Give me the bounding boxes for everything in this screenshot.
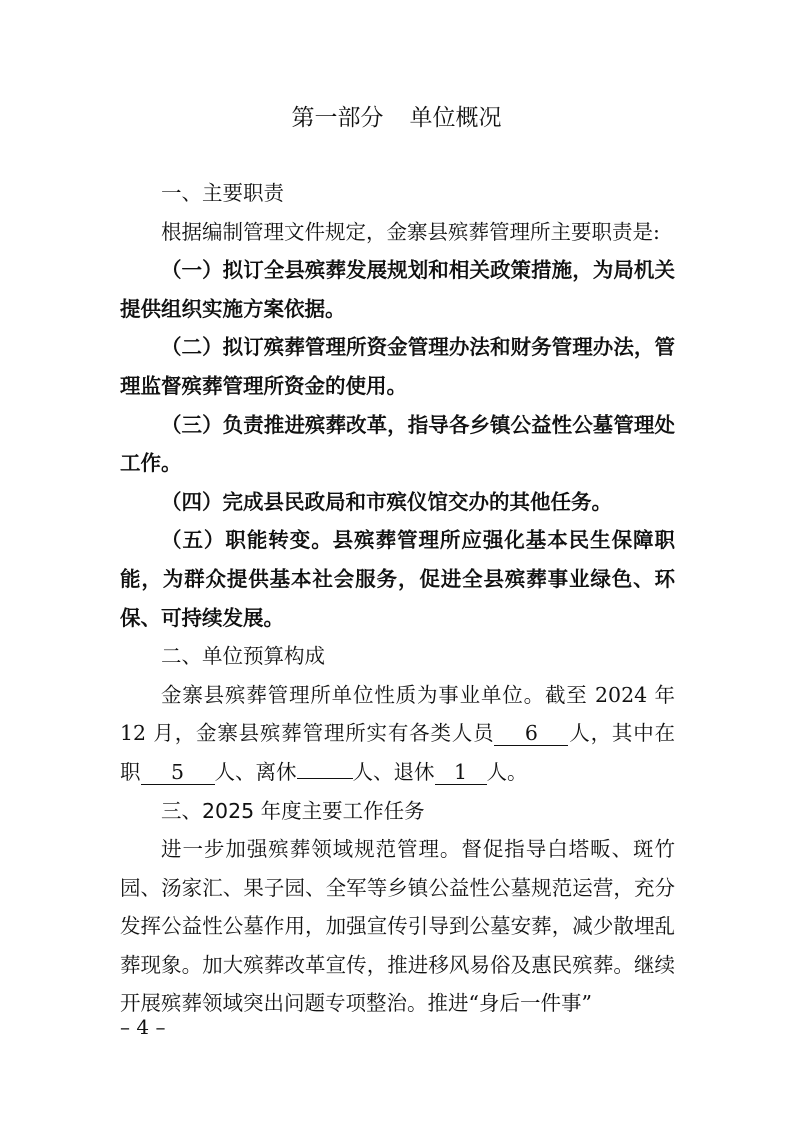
budget-paragraph xyxy=(120,676,675,792)
budget-text-e: 人。 xyxy=(486,759,528,784)
staff-active-value: 5 xyxy=(141,760,215,785)
budget-text-c: 人、离休 xyxy=(214,759,297,784)
staff-retired-early-value xyxy=(297,778,353,779)
section-heading-tasks: 三、2025 年度主要工作任务 xyxy=(161,798,425,823)
duty-item-4: （四）完成县民政局和市殡仪馆交办的其他任务。 xyxy=(161,489,612,514)
duties-intro: 根据编制管理文件规定，金寨县殡葬管理所主要职责是: xyxy=(161,219,660,244)
budget-text-a: 金寨县殡葬管理所单位性质为事业单位。截至 2024 年 12 月，金寨县殡葬管理所实有各类人员 xyxy=(120,682,675,746)
page-title xyxy=(0,98,793,138)
staff-retired-value: 1 xyxy=(435,760,487,785)
staff-total-value: 6 xyxy=(494,721,568,746)
page-number: – 4 – xyxy=(120,1015,166,1039)
document-body xyxy=(120,174,675,1023)
section-heading-duties: 一、主要职责 xyxy=(161,181,284,205)
budget-text-d: 人、退休 xyxy=(352,759,435,784)
duty-item-2: （二）拟订殡葬管理所资金管理办法和财务管理办法，管理监督殡葬管理所资金的使用。 xyxy=(120,335,675,398)
title-part: 第一部分 xyxy=(291,105,384,131)
duty-item-5: （五）职能转变。县殡葬管理所应强化基本民生保障职能，为群众提供基本社会服务，促进全县殡葬事业绿色、环保、可持续发展。 xyxy=(120,528,675,630)
title-name: 单位概况 xyxy=(409,105,502,131)
budget-text-b: 人，其中在职 xyxy=(120,721,676,784)
duty-item-3: （三）负责推进殡葬改革，指导各乡镇公益性公墓管理处工作。 xyxy=(120,412,675,476)
section-heading-budget: 二、单位预算构成 xyxy=(161,644,325,669)
duty-item-1: （一）拟订全县殡葬发展规划和相关政策措施，为局机关提供组织实施方案依据。 xyxy=(120,258,675,321)
tasks-paragraph: 进一步加强殡葬领域规范管理。督促指导白塔畈、斑竹园、汤家汇、果子园、全军等乡镇公益性公墓规范运营，充分发挥公益性公墓作用，加强宣传引导到公墓安葬，减少散埋乱葬现象。加大殡葬改革宣传，推进移风易俗及惠民殡葬。继续开展殡葬领域突出问题专项整治。推进“身后一件事” xyxy=(120,837,675,1016)
